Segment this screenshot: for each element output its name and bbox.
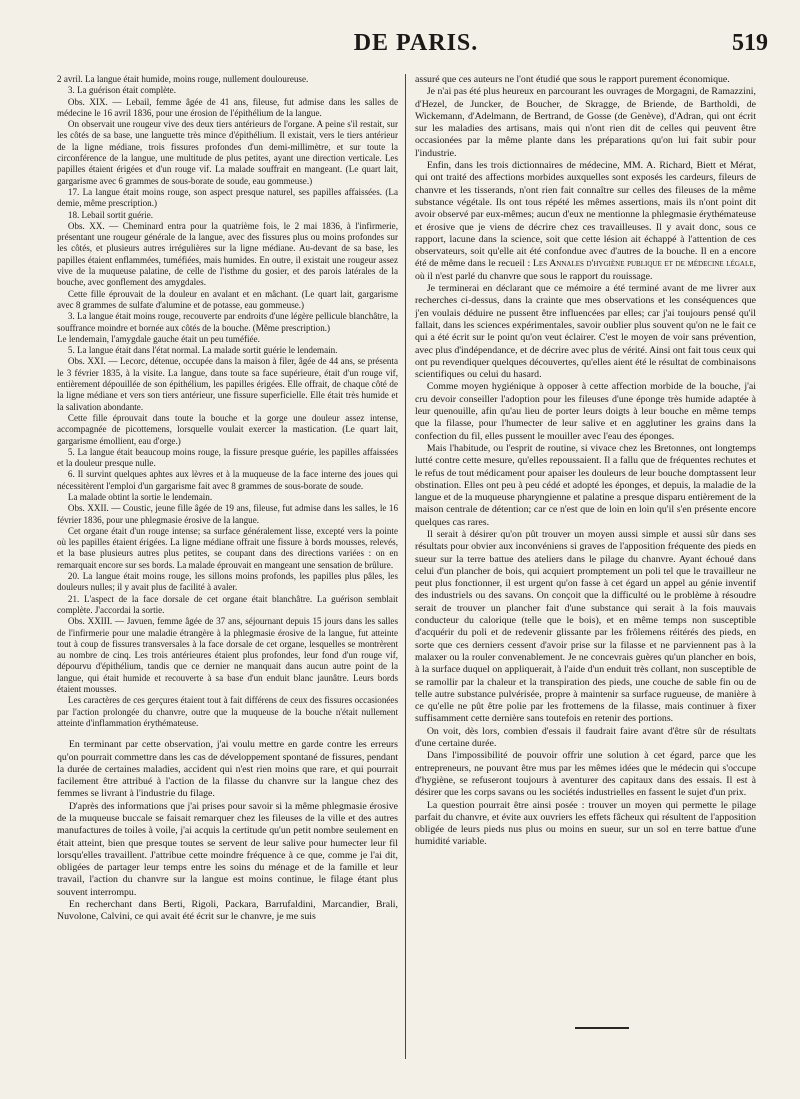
paragraph (415, 160, 756, 283)
paragraph: La malade obtint la sortie le lendemain. (67, 491, 213, 502)
paragraph: Je terminerai en déclarant que ce mémoire a été terminé avant de me livrer aux recherches ci-dessus, dans la crainte que mes observations et les conséquences que j'en voulais déduire ne pussent être influencées par elles; car j'ai toujours pensé qu'il fallait, dans les sciences expérimentales, savoir oublier plus souvent qu'on ne le fait ce qui a été écrit sur le point qu'on veut éclairer. C'est le moyen de voir sans prévention, avec plus d'indépendance, et de décrire avec plus de vérité. Ainsi ont fait tous ceux qui ont pu revendiquer quelques découvertes, qu'elles aient été le résultat de combinaisons scientifiques ou celui du hasard. (415, 283, 756, 381)
paragraph: Comme moyen hygiénique à opposer à cette affection morbide de la bouche, j'ai cru devoir conseiller l'adoption pour les fileuses d'une éponge très humide adaptée à leur quenouille, afin qu'au lieu de porter leurs doigts à leur bouche en même temps que la filasse, pour l'humecter de leur salive et en agglutiner les grains dans la confection du fil, elles pussent le mouiller avec l'eau des éponges. (415, 381, 756, 442)
paragraph: Cette fille éprouvait dans toute la bouche et la gorge une douleur assez intense, accompagnée de picottemens, lorsquelle voulait exercer la mastication. (Le quart lait, gargarisme émollient, eau d'orge.) (57, 412, 398, 446)
right-column (415, 74, 756, 1074)
paragraph: Il serait à désirer qu'on pût trouver un moyen aussi simple et aussi sûr dans ses résultats pour obvier aux inconvéniens si graves de l'apposition fréquente des pieds en sueur sur la terre battue des ateliers dans le pilage du chanvre. Ayant échoué dans celui d'un plancher de bois, qui acquiert promptement un poli tel que le travailleur ne peut plus fonctionner, il est urgent qu'on fasse à cet égard un appel au génie inventif des industriels ou des savans. On conçoit que la difficulté ou le problème à résoudre serait de trouver un plancher fait d'une substance qui serait à la fois mauvais conducteur du calorique (telle que le bois), et en même temps non susceptible d'acquérir du poli et de redevenir glissante par les frôlemens réitérés des pieds, en sorte que ces derniers cessent d'avoir prise sur la filasse et ne parviennent pas à la malaxer ou la rouler convenablement. Je ne concevrais guères qu'un plancher en bois, à la surface duquel on appliquerait, à l'aide d'un enduit très collant, non susceptible de se ramollir par la chaleur et la transpiration des pieds, une couche de sable fin ou de telle autre substance pulvérisée, propre à maintenir sa surface rugueuse, de manière à ce qu'elle ne pût être polie par les frottemens de la filasse, mais continuer à fixer suffisamment cette dernière sans toutefois en retenir des portions. (415, 528, 756, 725)
paragraph: 5. La langue était beaucoup moins rouge, la fissure presque guérie, les papilles affaissées et la douleur presque nulle. (57, 446, 398, 469)
page-header (60, 26, 772, 62)
paragraph: 2 avril. La langue était humide, moins rouge, nullement douloureuse. (57, 74, 309, 84)
paragraph: assuré que ces auteurs ne l'ont étudié que sous le rapport purement économique. (415, 74, 730, 85)
paragraph-text: Enfin, dans les trois dictionnaires de médecine, MM. A. Richard, Biett et Mérat, qui ont traité des affections morbides auxquelles sont exposés les cardeurs, fileurs de chanvre et les tisserands, n'ont rien fait connaître sur celles des fileuses de la même substance végétale. Ils ont tous répété les mêmes assertions, mais ils n'ont point dit avoir observé par eux-mêmes; aucun d'eux ne mentionne la phlegmasie érythémateuse et érosive que je viens de décrire chez ces travailleuses. Il y avait donc, sous ce rapport, lacune dans la science, soit que cette lésion ait échappé à l'attention de ces observateurs, soit qu'elle ait été confondue avec d'autres de la bouche. Il en a encore été de même dans le recueil : (415, 160, 756, 270)
paragraph: Le lendemain, l'amygdale gauche était un peu tuméfiée. (57, 333, 260, 344)
paragraph: 3. La guérison était complète. (67, 85, 176, 96)
journal-title: Les Annales d'hygiène publique et de médecine légale, (532, 258, 756, 270)
end-rule (575, 1027, 629, 1029)
paragraph: Cette fille éprouvait de la douleur en avalant et en mâchant. (Le quart lait, gargarisme avec 8 grammes de sulfate d'alumine et de potasse, eau gommeuse.) (57, 288, 398, 310)
paragraph: On observait une rougeur vive des deux tiers antérieurs de l'organe. A peine s'il restait, sur les côtés de sa base, une languette très mince d'épithélium. Il existait, vers le tiers antérieur de la ligne médiane, trois fissures profondes d'un demi-millimètre, et sur toute la circonférence de la langue, une multitude de plus petites, ayant une direction verticale. Les papilles étaient érigées et d'un rouge vif. La malade souffrait en mangeant. (Le quart lait, gargarisme avec 6 grammes de sous-borate de soude, eau gommeuse.) (57, 119, 398, 186)
paragraph: Dans l'impossibilité de pouvoir offrir une solution à cet égard, parce que les entrepreneurs, ne pouvant être mus par les mêmes idées que le médecin qui s'occupe d'hygiène, se refuseront toujours à aventurer des capitaux dans des essais. Il est à désirer que les corps savans ou les sociétés industrielles en fassent le sujet d'un prix. (415, 750, 756, 799)
paragraph: 18. Lebail sortit guérie. (67, 209, 154, 220)
paragraph: Je n'ai pas été plus heureux en parcourant les ouvrages de Morgagni, de Ramazzini, d'Hezel, de Juncker, de Boucher, de Skragge, de Briende, de Bartholdi, de Wickemann, d'Adelmann, de Bertrand, de Gosse (de Genève), d'Adran, qui ont écrit sur les maladies des artisans, mais qui n'ont rien dit de celles qui peuvent être occasionées par la même plante dans les préparations qu'on lui fait subir pour l'industrie. (415, 86, 756, 159)
column-divider (405, 74, 406, 1059)
paragraph: Cet organe était d'un rouge intense; sa surface généralement lisse, excepté vers la pointe où les papilles étaient érigées. La ligne médiane offrait une fissure à bords mousses, relevés, et la base plusieurs autres plus petites, se coupant dans des directions variées : on en remarquait encore sur ses bords. La malade éprouvait en mangeant une sensation de brûlure. (57, 525, 398, 570)
paragraph: Les caractères de ces gerçures étaient tout à fait différens de ceux des fissures occasionées par l'action prolongée du chanvre, outre que la muqueuse de la bouche n'était nullement atteinte d'inflammation érythémateuse. (57, 695, 398, 728)
paragraph: On voit, dès lors, combien d'essais il faudrait faire avant d'être sûr de résultats d'une certaine durée. (415, 725, 756, 750)
paragraph: 6. Il survint quelques aphtes aux lèvres et à la muqueuse de la face interne des joues qui nécessitèrent l'emploi d'un gargarisme fait avec 8 grammes de sous-borate de soude. (57, 469, 398, 491)
paragraph-text: où il n'est parlé du chanvre que sous le rapport du rouissage. (415, 270, 653, 282)
paragraph: 21. L'aspect de la face dorsale de cet organe était blanchâtre. La guérison semblait complète. J'accordai la sortie. (57, 593, 398, 615)
paragraph: 17. La langue était moins rouge, son aspect presque naturel, ses papilles affaissées. (La demie, même prescription.) (57, 186, 398, 209)
paragraph: 5. La langue était dans l'état normal. La malade sortit guérie le lendemain. (67, 345, 338, 356)
paragraph: Mais l'habitude, ou l'esprit de routine, si vivace chez les Bretonnes, ont longtemps lutté contre cette mesure, qu'elles repoussaient. Il a fallu que de fréquentes rechutes et le refus de tout médicament pour apaiser les douleurs de leur bouche domptassent leur obstination. Elles ont peu à peu cédé et adopté les éponges, et depuis, la maladie de la langue et de la muqueuse pharyngienne et palatine a presque disparu entièrement de la maison centrale de détention; car ce n'est que de loin en loin qu'il s'en présente encore quelques cas rares. (415, 442, 756, 528)
left-column (57, 74, 398, 1074)
paragraph: D'après des informations que j'ai prises pour savoir si la même phlegmasie érosive de la muqueuse buccale se faisait remarquer chez les fileuses de la ville et des autres manufactures de toiles à voile, j'ai acquis la certitude qu'un petit nombre seulement en était atteint, bien que presque toutes se servent de leur salive pour humecter leur fil lorsqu'elles travaillent. J'attribue cette moindre fréquence à ce que, comme je l'ai dit, obligées de partager leur temps entre les soins du ménage et de la famille et leur travail, l'action du chanvre sur la langue est moins continue, le filage étant plus souvent interrompu. (57, 800, 398, 898)
observation-paragraph: Obs. XXI. — Lecorc, détenue, occupée dans la maison à filer, âgée de 44 ans, se présenta le 3 février 1835, à la visite. La langue, dans toute sa face supérieure, était d'un rouge vif, entièrement dépouillée de son épithélium, les papilles érigées. Elle offrait, de chaque côté de la ligne médiane et vers son tiers antérieur, une fissure superficielle. Elle était très humide et la salivation abondante. (57, 356, 398, 412)
paragraph: En terminant par cette observation, j'ai voulu mettre en garde contre les erreurs qu'on pourrait commettre dans les cas de développement spontané de fissures, pendant la durée de certaines maladies, accident qui n'est rien moins que rare, et qui pourrait facilement être attribué à l'action de la filasse du chanvre sur la langue chez des femmes se livrant à l'industrie du filage. (57, 739, 398, 800)
paragraph: La question pourrait être ainsi posée : trouver un moyen qui permette le pilage parfait du chanvre, et évite aux ouvriers les effets fâcheux qui résultent de l'apposition obligée de leurs pieds nus plus ou moins en sueur, sur un sol en terre battue d'une humidité variable. (415, 799, 756, 848)
paragraph: En recherchant dans Berti, Rigoli, Packara, Barrufaldini, Marcandier, Brali, Nuvolone, Calvini, ce qui avait été écrit sur le chanvre, je me suis (57, 899, 398, 923)
page-number: 519 (732, 30, 768, 56)
paragraph: 3. La langue était moins rouge, recouverte par endroits d'une légère pellicule blanchâtre, la souffrance moindre et bornée aux côtés de la bouche. (Même prescription.) (57, 311, 398, 333)
paragraph: 20. La langue était moins rouge, les sillons moins profonds, les papilles plus pâles, les douleurs nulles; il y avait plus de facilité à avaler. (57, 571, 398, 593)
observation-paragraph: Obs. XXIII. — Javuen, femme âgée de 37 ans, séjournant depuis 15 jours dans les salles de l'infirmerie pour une maladie étrangère à la phlegmasie érosive de la langue, fut atteinte tout à coup de fissures transversales à la face dorsale de cet organe, lesquelles se montrèrent au nombre de cinq. Les trois antérieures étaient plus profondes, leur fond d'un rouge vif, dépourvu d'épithélium, tandis que ce dernier ne manquait dans aucun autre point de la langue, qui était humide et recouverte à sa base d'un enduit blanc jaunâtre. Leurs bords étaient mousses. (57, 616, 398, 695)
page-title: DE PARIS. (353, 30, 479, 56)
observation-paragraph: Obs. XX. — Cheminard entra pour la quatrième fois, le 2 mai 1836, à l'infirmerie, présentant une rougeur générale de la langue, avec des fissures plus ou moins profondes sur les côtés, et plusieurs autres irrégulières sur la ligne médiane. Au-devant de sa base, les papilles étaient enflammées, tuméfiées, mais humides. En outre, il existait une rougeur assez vive de la muqueuse palatine, de celle de l'isthme du gosier, et des parois latérales de la bouche, avec gonflement des amygdales. (57, 220, 398, 288)
observation-paragraph: Obs. XIX. — Lebail, femme âgée de 41 ans, fileuse, fut admise dans les salles de médecine le 16 avril 1836, pour une érosion de l'épithélium de la langue. (57, 96, 398, 118)
observation-paragraph: Obs. XXII. — Coustic, jeune fille âgée de 19 ans, fileuse, fut admise dans les salles, le 16 février 1836, pour une phlegmasie érosive de la langue. (57, 503, 398, 525)
